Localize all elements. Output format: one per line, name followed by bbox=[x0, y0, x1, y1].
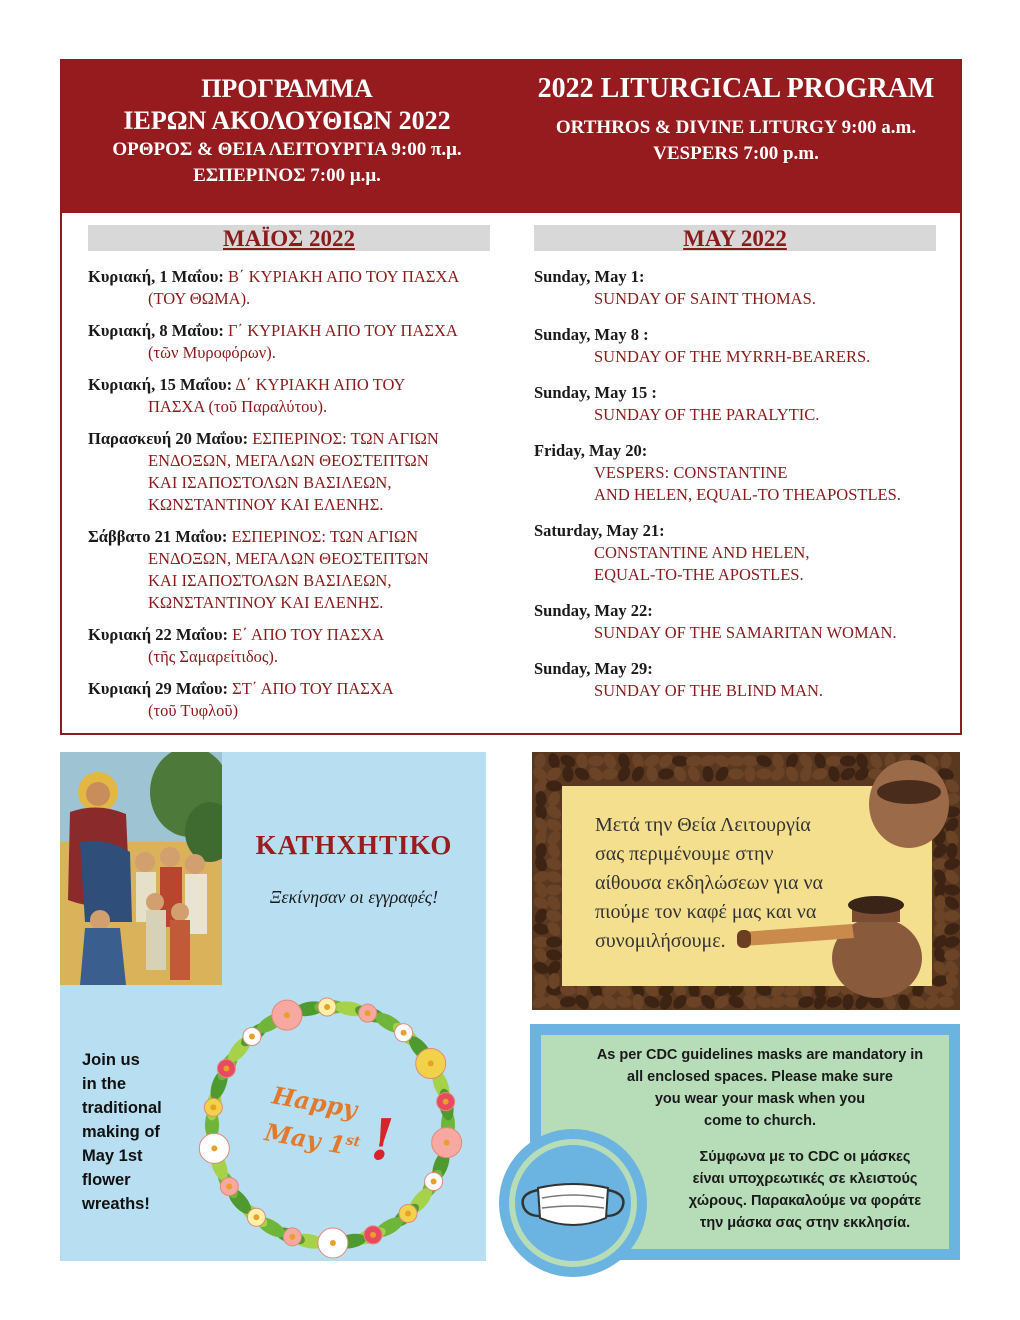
join-line: flower bbox=[82, 1171, 131, 1189]
english-item-date: Friday, May 20: bbox=[534, 441, 648, 460]
greek-item-service: Δ΄ ΚΥΡΙΑΚΗ ΑΠΟ ΤΟΥ bbox=[235, 375, 406, 394]
english-item-date: Sunday, May 8 : bbox=[534, 325, 649, 344]
english-vespers-time: VESPERS 7:00 p.m. bbox=[653, 143, 819, 164]
greek-item-service: ΣΤ΄ ΑΠΟ ΤΟΥ ΠΑΣΧΑ bbox=[232, 679, 394, 698]
cdc-greek-text bbox=[665, 1146, 945, 1234]
greek-schedule-item bbox=[88, 428, 508, 516]
coffee-line: Μετά την Θεία Λειτουργία bbox=[595, 814, 811, 836]
join-line: May 1st bbox=[82, 1147, 143, 1165]
cdc-gr-line: Σύμφωνα με το CDC οι μάσκες bbox=[699, 1149, 911, 1165]
join-line: wreaths! bbox=[82, 1195, 150, 1213]
greek-title-line2: ΙΕΡΩΝ ΑΚΟΛΟΥΘΙΩΝ 2022 bbox=[123, 106, 451, 135]
wreath-flower-center bbox=[249, 1033, 255, 1039]
wreath-leaves bbox=[204, 999, 456, 1251]
greek-schedule-item bbox=[88, 266, 508, 310]
greek-schedule-item bbox=[88, 526, 508, 614]
greek-item-date: Παρασκευή 20 Μαΐου: bbox=[88, 429, 249, 448]
greek-item-date: Κυριακή 22 Μαΐου: bbox=[88, 625, 229, 644]
catechism-panel bbox=[60, 752, 486, 1261]
greek-schedule-item bbox=[88, 374, 508, 418]
greek-item-continuation: ΚΩΝΣΤΑΝΤΙΝΟΥ ΚΑΙ ΕΛΕΝΗΣ. bbox=[148, 593, 384, 612]
cdc-en-line: come to church. bbox=[704, 1113, 816, 1129]
wreath-flower-center bbox=[330, 1240, 336, 1246]
greek-item-first-line bbox=[88, 374, 508, 396]
english-item-service: SUNDAY OF THE SAMARITAN WOMAN. bbox=[594, 623, 897, 642]
catechism-subtitle: Ξεκίνησαν οι εγγραφές! bbox=[269, 887, 439, 907]
english-item-date: Sunday, May 29: bbox=[534, 659, 653, 678]
wreath-flower-center bbox=[365, 1010, 371, 1016]
english-schedule-item bbox=[534, 658, 954, 702]
coffee-line: συνομιλήσουμε. bbox=[595, 930, 726, 952]
greek-banner bbox=[62, 61, 512, 189]
english-item-service: AND HELEN, EQUAL-TO THEAPOSTLES. bbox=[594, 485, 901, 504]
wreath-flower-center bbox=[253, 1214, 259, 1220]
english-schedule-item bbox=[534, 600, 954, 644]
flower-wreath-icon bbox=[170, 977, 486, 1261]
english-item-date: Sunday, May 22: bbox=[534, 601, 653, 620]
cdc-gr-line: είναι υποχρεωτικές σε κλειστούς bbox=[692, 1171, 918, 1187]
wreath-flower-center bbox=[401, 1030, 407, 1036]
english-item-service: SUNDAY OF THE MYRRH-BEARERS. bbox=[594, 347, 871, 366]
christ-with-children-icon bbox=[60, 752, 222, 985]
greek-item-date: Κυριακή 29 Μαΐου: bbox=[88, 679, 229, 698]
greek-item-first-line bbox=[88, 266, 508, 288]
wreath-flower-center bbox=[370, 1232, 376, 1238]
greek-item-continuation: ΠΑΣΧΑ (τοῦ Παραλύτου). bbox=[148, 397, 328, 416]
greek-item-date: Σάββατο 21 Μαΐου: bbox=[88, 527, 228, 546]
wreath-flower-center bbox=[405, 1211, 411, 1217]
greek-item-service: ΕΣΠΕΡΙΝΟΣ: ΤΩΝ ΑΓΙΩΝ bbox=[252, 429, 439, 448]
english-item-date: Sunday, May 15 : bbox=[534, 383, 657, 402]
cdc-gr-line: χώρους. Παρακαλούμε να φοράτε bbox=[688, 1193, 922, 1209]
exclamation-mark: ! bbox=[370, 1107, 395, 1173]
greek-item-continuation: (τῶν Μυροφόρων). bbox=[148, 343, 276, 362]
wreath-flower-center bbox=[324, 1004, 330, 1010]
program-banner bbox=[62, 61, 960, 213]
greek-item-continuation: ΚΑΙ ΙΣΑΠΟΣΤΟΛΩΝ ΒΑΣΙΛΕΩΝ, bbox=[148, 473, 392, 492]
join-line: Join us bbox=[82, 1051, 140, 1069]
join-line: traditional bbox=[82, 1099, 162, 1117]
wreath-flower-center bbox=[284, 1012, 290, 1018]
greek-item-service: Ε΄ ΑΠΟ ΤΟΥ ΠΑΣΧΑ bbox=[232, 625, 385, 644]
english-item-service: CONSTANTINE AND HELEN, bbox=[594, 543, 810, 562]
wreath-flower-center bbox=[444, 1140, 450, 1146]
english-schedule-item bbox=[534, 440, 954, 506]
english-item-service: VESPERS: CONSTANTINE bbox=[594, 463, 788, 482]
greek-item-continuation: ΚΑΙ ΙΣΑΠΟΣΤΟΛΩΝ ΒΑΣΙΛΕΩΝ, bbox=[148, 571, 392, 590]
english-item-service: SUNDAY OF THE BLIND MAN. bbox=[594, 681, 824, 700]
coffee-line: σας περιμένουμε στην bbox=[595, 843, 774, 865]
english-title: 2022 LITURGICAL PROGRAM bbox=[537, 73, 935, 104]
english-service-times: ORTHROS & DIVINE LITURGY 9:00 a.m. bbox=[555, 117, 917, 138]
happy-text: Happy bbox=[269, 1080, 360, 1124]
english-schedule-item bbox=[534, 382, 954, 426]
greek-item-first-line bbox=[88, 526, 508, 548]
greek-item-continuation: (τῆς Σαμαρείτιδος). bbox=[148, 647, 279, 666]
greek-schedule-item bbox=[88, 624, 508, 668]
english-schedule-list bbox=[534, 266, 954, 716]
coffee-invitation-text bbox=[595, 811, 885, 956]
wreath-flower-center bbox=[223, 1066, 229, 1072]
cdc-en-line: you wear your mask when you bbox=[654, 1091, 866, 1107]
greek-month-heading: ΜΑΪΟΣ 2022 bbox=[88, 225, 490, 251]
greek-service-times: ΟΡΘΡΟΣ & ΘΕΙΑ ΛΕΙΤΟΥΡΓΙΑ 9:00 π.μ. bbox=[112, 139, 462, 160]
liturgical-program-box bbox=[60, 59, 962, 735]
greek-item-date: Κυριακή, 8 Μαΐου: bbox=[88, 321, 224, 340]
wreath-flower-center bbox=[289, 1234, 295, 1240]
greek-item-first-line bbox=[88, 624, 508, 646]
greek-item-continuation: ΚΩΝΣΤΑΝΤΙΝΟΥ ΚΑΙ ΕΛΕΝΗΣ. bbox=[148, 495, 384, 514]
face-mask-icon bbox=[498, 1128, 648, 1278]
english-item-service: SUNDAY OF SAINT THOMAS. bbox=[594, 289, 816, 308]
cdc-en-line: As per CDC guidelines masks are mandatory in bbox=[596, 1047, 924, 1063]
may-first-sup: st bbox=[344, 1132, 362, 1151]
greek-title-line1: ΠΡΟΓΡΑΜΜΑ bbox=[201, 74, 373, 103]
coffee-bean bbox=[944, 911, 960, 922]
cdc-en-line: all enclosed spaces. Please make sure bbox=[627, 1069, 893, 1085]
english-item-service: EQUAL-TO-THE APOSTLES. bbox=[594, 565, 804, 584]
join-line: in the bbox=[82, 1075, 126, 1093]
english-item-service: SUNDAY OF THE PARALYTIC. bbox=[594, 405, 820, 424]
greek-schedule-item bbox=[88, 678, 508, 722]
wreath-flower-center bbox=[431, 1178, 437, 1184]
wreath-flower-center bbox=[443, 1099, 449, 1105]
greek-item-date: Κυριακή, 15 Μαΐου: bbox=[88, 375, 233, 394]
greek-item-date: Κυριακή, 1 Μαΐου: bbox=[88, 267, 224, 286]
english-item-date: Sunday, May 1: bbox=[534, 267, 645, 286]
join-line: making of bbox=[82, 1123, 160, 1141]
cdc-english-text bbox=[570, 1044, 950, 1132]
coffee-line: αίθουσα εκδηλώσεων για να bbox=[595, 872, 823, 894]
greek-schedule-item bbox=[88, 320, 508, 364]
english-schedule-item bbox=[534, 324, 954, 368]
may-first-main: May 1 bbox=[262, 1117, 348, 1160]
cdc-gr-line: την μάσκα σας στην εκκλησία. bbox=[699, 1215, 911, 1231]
greek-item-first-line bbox=[88, 320, 508, 342]
greek-item-continuation: ΕΝΔΟΞΩΝ, ΜΕΓΑΛΩΝ ΘΕΟΣΤΕΠΤΩΝ bbox=[148, 451, 429, 470]
greek-item-continuation: ΕΝΔΟΞΩΝ, ΜΕΓΑΛΩΝ ΘΕΟΣΤΕΠΤΩΝ bbox=[148, 549, 429, 568]
wreath-flower-center bbox=[428, 1061, 434, 1067]
greek-vespers-time: ΕΣΠΕΡΙΝΟΣ 7:00 μ.μ. bbox=[193, 165, 381, 186]
may-first-text bbox=[262, 1117, 363, 1162]
english-schedule-item bbox=[534, 266, 954, 310]
greek-item-first-line bbox=[88, 428, 508, 450]
greek-item-first-line bbox=[88, 678, 508, 700]
greek-item-service: Β΄ ΚΥΡΙΑΚΗ ΑΠΟ ΤΟΥ ΠΑΣΧΑ bbox=[228, 267, 460, 286]
english-item-date: Saturday, May 21: bbox=[534, 521, 665, 540]
coffee-line: πιούμε τον καφέ μας και να bbox=[595, 901, 817, 923]
greek-item-continuation: (ΤΟΥ ΘΩΜΑ). bbox=[148, 289, 251, 308]
wreath-flower-center bbox=[210, 1104, 216, 1110]
greek-item-service: ΕΣΠΕΡΙΝΟΣ: ΤΩΝ ΑΓΙΩΝ bbox=[231, 527, 419, 546]
english-schedule-item bbox=[534, 520, 954, 586]
greek-item-continuation: (τοῦ Τυφλοῦ) bbox=[148, 701, 239, 720]
catechism-title: ΚΑΤΗΧΗΤΙΚΟ bbox=[255, 830, 453, 860]
english-banner bbox=[512, 61, 960, 167]
english-month-heading: MAY 2022 bbox=[534, 225, 936, 251]
greek-item-service: Γ΄ ΚΥΡΙΑΚΗ ΑΠΟ ΤΟΥ ΠΑΣΧΑ bbox=[228, 321, 458, 340]
coffee-bean bbox=[756, 769, 772, 780]
wreath-flower-center bbox=[226, 1183, 232, 1189]
greek-schedule-list bbox=[88, 266, 508, 732]
wreath-flower-center bbox=[211, 1145, 217, 1151]
